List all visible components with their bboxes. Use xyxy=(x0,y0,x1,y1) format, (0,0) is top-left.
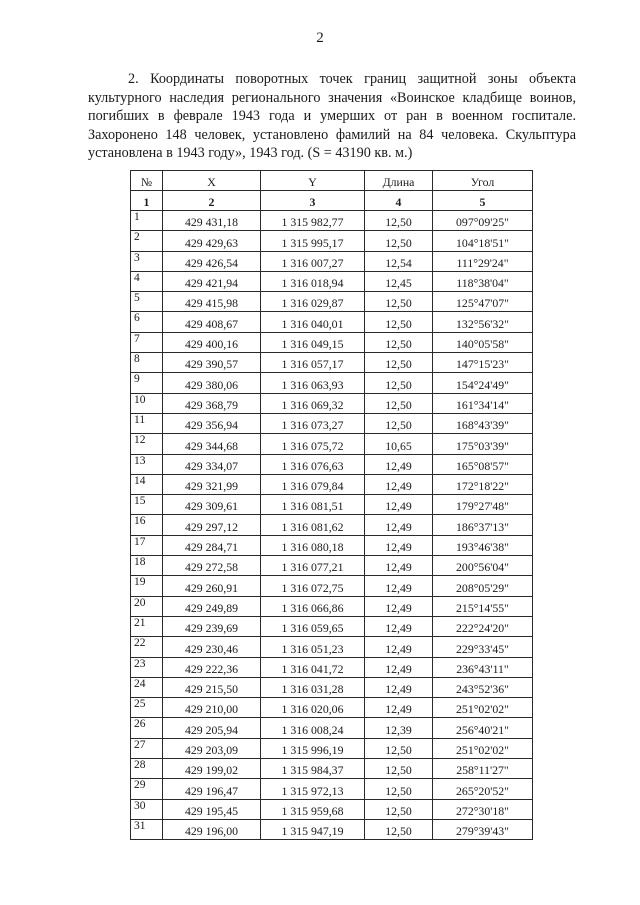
table-row xyxy=(131,495,533,515)
cell-angle: 165°08'57" xyxy=(433,454,533,474)
cell-angle: 168°43'39" xyxy=(433,413,533,433)
cell-x: 429 309,61 xyxy=(163,495,261,515)
cell-y: 1 316 080,18 xyxy=(261,535,365,555)
cell-y: 1 316 007,27 xyxy=(261,251,365,271)
cell-number: 27 xyxy=(131,738,163,758)
cell-angle: 256°40'21" xyxy=(433,718,533,738)
cell-x: 429 431,18 xyxy=(163,211,261,231)
cell-x: 429 415,98 xyxy=(163,292,261,312)
cell-number: 29 xyxy=(131,779,163,799)
cell-y: 1 316 069,32 xyxy=(261,393,365,413)
table-header-row xyxy=(131,171,533,191)
cell-length: 12,49 xyxy=(365,474,433,494)
table-row xyxy=(131,616,533,636)
cell-angle: 279°39'43" xyxy=(433,819,533,839)
table-row xyxy=(131,251,533,271)
header-number: № xyxy=(131,171,163,191)
cell-angle: 200°56'04" xyxy=(433,556,533,576)
cell-y: 1 316 076,63 xyxy=(261,454,365,474)
cell-angle: 251°02'02" xyxy=(433,738,533,758)
cell-length: 12,50 xyxy=(365,211,433,231)
cell-number: 6 xyxy=(131,312,163,332)
cell-number: 25 xyxy=(131,698,163,718)
cell-x: 429 249,89 xyxy=(163,596,261,616)
cell-x: 429 210,00 xyxy=(163,698,261,718)
cell-y: 1 316 040,01 xyxy=(261,312,365,332)
cell-x: 429 356,94 xyxy=(163,413,261,433)
cell-y: 1 315 984,37 xyxy=(261,759,365,779)
cell-number: 31 xyxy=(131,819,163,839)
table-row xyxy=(131,292,533,312)
table-row xyxy=(131,698,533,718)
table-row xyxy=(131,535,533,555)
cell-number: 11 xyxy=(131,413,163,433)
cell-x: 429 400,16 xyxy=(163,332,261,352)
cell-angle: 125°47'07" xyxy=(433,292,533,312)
table-row xyxy=(131,454,533,474)
cell-angle: 258°11'27" xyxy=(433,759,533,779)
cell-length: 12,50 xyxy=(365,738,433,758)
intro-paragraph: 2. Координаты поворотных точек границ защитной зоны объекта культурного наследия регионального значения «Воинское кладбище воинов, погибших в феврале 1943 года и умерших от ран в военном госпитале. Захоронено 148 человек, установлено фамилий на 84 человека. Скульптура установлена в 1943 году», 1943 год. (S = 43190 кв. м.) xyxy=(88,71,576,161)
cell-angle: 186°37'13" xyxy=(433,515,533,535)
cell-angle: 179°27'48" xyxy=(433,495,533,515)
cell-y: 1 316 031,28 xyxy=(261,677,365,697)
cell-angle: 229°33'45" xyxy=(433,637,533,657)
cell-number: 4 xyxy=(131,271,163,291)
cell-angle: 172°18'22" xyxy=(433,474,533,494)
table-row xyxy=(131,332,533,352)
cell-angle: 111°29'24" xyxy=(433,251,533,271)
cell-number: 12 xyxy=(131,434,163,454)
cell-length: 12,49 xyxy=(365,637,433,657)
cell-angle: 193°46'38" xyxy=(433,535,533,555)
cell-x: 429 429,63 xyxy=(163,231,261,251)
cell-length: 12,49 xyxy=(365,677,433,697)
table-row xyxy=(131,677,533,697)
cell-y: 1 316 077,21 xyxy=(261,556,365,576)
cell-length: 12,49 xyxy=(365,556,433,576)
cell-angle: 175°03'39" xyxy=(433,434,533,454)
cell-x: 429 297,12 xyxy=(163,515,261,535)
table-row xyxy=(131,413,533,433)
cell-length: 12,45 xyxy=(365,271,433,291)
cell-x: 429 196,00 xyxy=(163,819,261,839)
cell-x: 429 421,94 xyxy=(163,271,261,291)
cell-number: 8 xyxy=(131,353,163,373)
cell-number: 15 xyxy=(131,495,163,515)
header-x: X xyxy=(163,171,261,191)
cell-length: 12,49 xyxy=(365,454,433,474)
cell-y: 1 316 073,27 xyxy=(261,413,365,433)
cell-length: 12,50 xyxy=(365,353,433,373)
cell-angle: 243°52'36" xyxy=(433,677,533,697)
cell-angle: 161°34'14" xyxy=(433,393,533,413)
cell-y: 1 315 959,68 xyxy=(261,799,365,819)
column-number-5: 5 xyxy=(433,191,533,211)
cell-angle: 118°38'04" xyxy=(433,271,533,291)
table-row xyxy=(131,738,533,758)
cell-x: 429 272,58 xyxy=(163,556,261,576)
table-column-number-row xyxy=(131,191,533,211)
cell-length: 12,50 xyxy=(365,759,433,779)
table-row xyxy=(131,373,533,393)
cell-number: 5 xyxy=(131,292,163,312)
cell-angle: 104°18'51" xyxy=(433,231,533,251)
cell-number: 2 xyxy=(131,231,163,251)
cell-length: 12,49 xyxy=(365,657,433,677)
cell-number: 14 xyxy=(131,474,163,494)
table-row xyxy=(131,353,533,373)
header-angle: Угол xyxy=(433,171,533,191)
header-y: Y xyxy=(261,171,365,191)
cell-y: 1 315 995,17 xyxy=(261,231,365,251)
cell-length: 12,54 xyxy=(365,251,433,271)
cell-angle: 265°20'52" xyxy=(433,779,533,799)
cell-y: 1 316 059,65 xyxy=(261,616,365,636)
table-row xyxy=(131,474,533,494)
cell-x: 429 230,46 xyxy=(163,637,261,657)
cell-number: 30 xyxy=(131,799,163,819)
cell-angle: 251°02'02" xyxy=(433,698,533,718)
cell-length: 10,65 xyxy=(365,434,433,454)
cell-x: 429 344,68 xyxy=(163,434,261,454)
cell-number: 22 xyxy=(131,637,163,657)
cell-y: 1 316 018,94 xyxy=(261,271,365,291)
table-row xyxy=(131,271,533,291)
cell-number: 21 xyxy=(131,616,163,636)
cell-x: 429 195,45 xyxy=(163,799,261,819)
cell-number: 19 xyxy=(131,576,163,596)
table-row xyxy=(131,799,533,819)
cell-length: 12,50 xyxy=(365,231,433,251)
cell-y: 1 316 072,75 xyxy=(261,576,365,596)
cell-number: 26 xyxy=(131,718,163,738)
cell-number: 28 xyxy=(131,759,163,779)
table-row xyxy=(131,312,533,332)
table-body xyxy=(131,211,533,840)
cell-number: 16 xyxy=(131,515,163,535)
cell-x: 429 196,47 xyxy=(163,779,261,799)
cell-length: 12,50 xyxy=(365,292,433,312)
table-row xyxy=(131,231,533,251)
table-row xyxy=(131,211,533,231)
cell-angle: 222°24'20" xyxy=(433,616,533,636)
cell-angle: 097°09'25" xyxy=(433,211,533,231)
cell-number: 7 xyxy=(131,332,163,352)
cell-angle: 140°05'58" xyxy=(433,332,533,352)
cell-x: 429 380,06 xyxy=(163,373,261,393)
table-row xyxy=(131,556,533,576)
cell-number: 10 xyxy=(131,393,163,413)
table-row xyxy=(131,434,533,454)
column-number-4: 4 xyxy=(365,191,433,211)
cell-length: 12,49 xyxy=(365,515,433,535)
cell-number: 3 xyxy=(131,251,163,271)
cell-length: 12,49 xyxy=(365,698,433,718)
cell-y: 1 316 063,93 xyxy=(261,373,365,393)
coordinates-table xyxy=(130,170,533,840)
cell-y: 1 316 081,62 xyxy=(261,515,365,535)
cell-length: 12,50 xyxy=(365,373,433,393)
cell-angle: 236°43'11" xyxy=(433,657,533,677)
column-number-3: 3 xyxy=(261,191,365,211)
cell-y: 1 316 029,87 xyxy=(261,292,365,312)
header-length: Длина xyxy=(365,171,433,191)
cell-number: 18 xyxy=(131,556,163,576)
table-row xyxy=(131,819,533,839)
cell-y: 1 316 066,86 xyxy=(261,596,365,616)
cell-number: 20 xyxy=(131,596,163,616)
cell-x: 429 260,91 xyxy=(163,576,261,596)
cell-x: 429 284,71 xyxy=(163,535,261,555)
cell-angle: 154°24'49" xyxy=(433,373,533,393)
cell-length: 12,49 xyxy=(365,616,433,636)
cell-y: 1 315 982,77 xyxy=(261,211,365,231)
cell-x: 429 321,99 xyxy=(163,474,261,494)
cell-number: 13 xyxy=(131,454,163,474)
cell-length: 12,49 xyxy=(365,535,433,555)
cell-number: 24 xyxy=(131,677,163,697)
cell-length: 12,50 xyxy=(365,312,433,332)
table-row xyxy=(131,779,533,799)
cell-x: 429 426,54 xyxy=(163,251,261,271)
cell-y: 1 316 008,24 xyxy=(261,718,365,738)
cell-length: 12,50 xyxy=(365,332,433,352)
cell-y: 1 316 075,72 xyxy=(261,434,365,454)
cell-y: 1 316 049,15 xyxy=(261,332,365,352)
column-number-2: 2 xyxy=(163,191,261,211)
cell-y: 1 316 020,06 xyxy=(261,698,365,718)
cell-x: 429 368,79 xyxy=(163,393,261,413)
cell-y: 1 316 057,17 xyxy=(261,353,365,373)
cell-x: 429 408,67 xyxy=(163,312,261,332)
cell-length: 12,50 xyxy=(365,819,433,839)
cell-angle: 272°30'18" xyxy=(433,799,533,819)
cell-x: 429 239,69 xyxy=(163,616,261,636)
cell-length: 12,39 xyxy=(365,718,433,738)
cell-length: 12,49 xyxy=(365,495,433,515)
cell-x: 429 215,50 xyxy=(163,677,261,697)
cell-x: 429 199,02 xyxy=(163,759,261,779)
page-number: 2 xyxy=(316,30,324,46)
cell-y: 1 316 079,84 xyxy=(261,474,365,494)
cell-x: 429 334,07 xyxy=(163,454,261,474)
table-row xyxy=(131,576,533,596)
table-row xyxy=(131,657,533,677)
cell-length: 12,50 xyxy=(365,779,433,799)
cell-y: 1 315 972,13 xyxy=(261,779,365,799)
cell-angle: 132°56'32" xyxy=(433,312,533,332)
cell-number: 9 xyxy=(131,373,163,393)
table-row xyxy=(131,637,533,657)
cell-x: 429 390,57 xyxy=(163,353,261,373)
table-row xyxy=(131,759,533,779)
cell-x: 429 222,36 xyxy=(163,657,261,677)
cell-y: 1 316 041,72 xyxy=(261,657,365,677)
column-number-1: 1 xyxy=(131,191,163,211)
cell-x: 429 203,09 xyxy=(163,738,261,758)
cell-angle: 208°05'29" xyxy=(433,576,533,596)
cell-angle: 215°14'55" xyxy=(433,596,533,616)
cell-length: 12,50 xyxy=(365,799,433,819)
cell-length: 12,49 xyxy=(365,596,433,616)
cell-length: 12,50 xyxy=(365,413,433,433)
cell-length: 12,49 xyxy=(365,576,433,596)
cell-angle: 147°15'23" xyxy=(433,353,533,373)
cell-number: 1 xyxy=(131,211,163,231)
table-row xyxy=(131,596,533,616)
cell-length: 12,50 xyxy=(365,393,433,413)
cell-y: 1 315 996,19 xyxy=(261,738,365,758)
table-row xyxy=(131,393,533,413)
cell-number: 17 xyxy=(131,535,163,555)
table-row xyxy=(131,718,533,738)
cell-y: 1 316 081,51 xyxy=(261,495,365,515)
cell-x: 429 205,94 xyxy=(163,718,261,738)
cell-y: 1 316 051,23 xyxy=(261,637,365,657)
table-row xyxy=(131,515,533,535)
cell-number: 23 xyxy=(131,657,163,677)
cell-y: 1 315 947,19 xyxy=(261,819,365,839)
